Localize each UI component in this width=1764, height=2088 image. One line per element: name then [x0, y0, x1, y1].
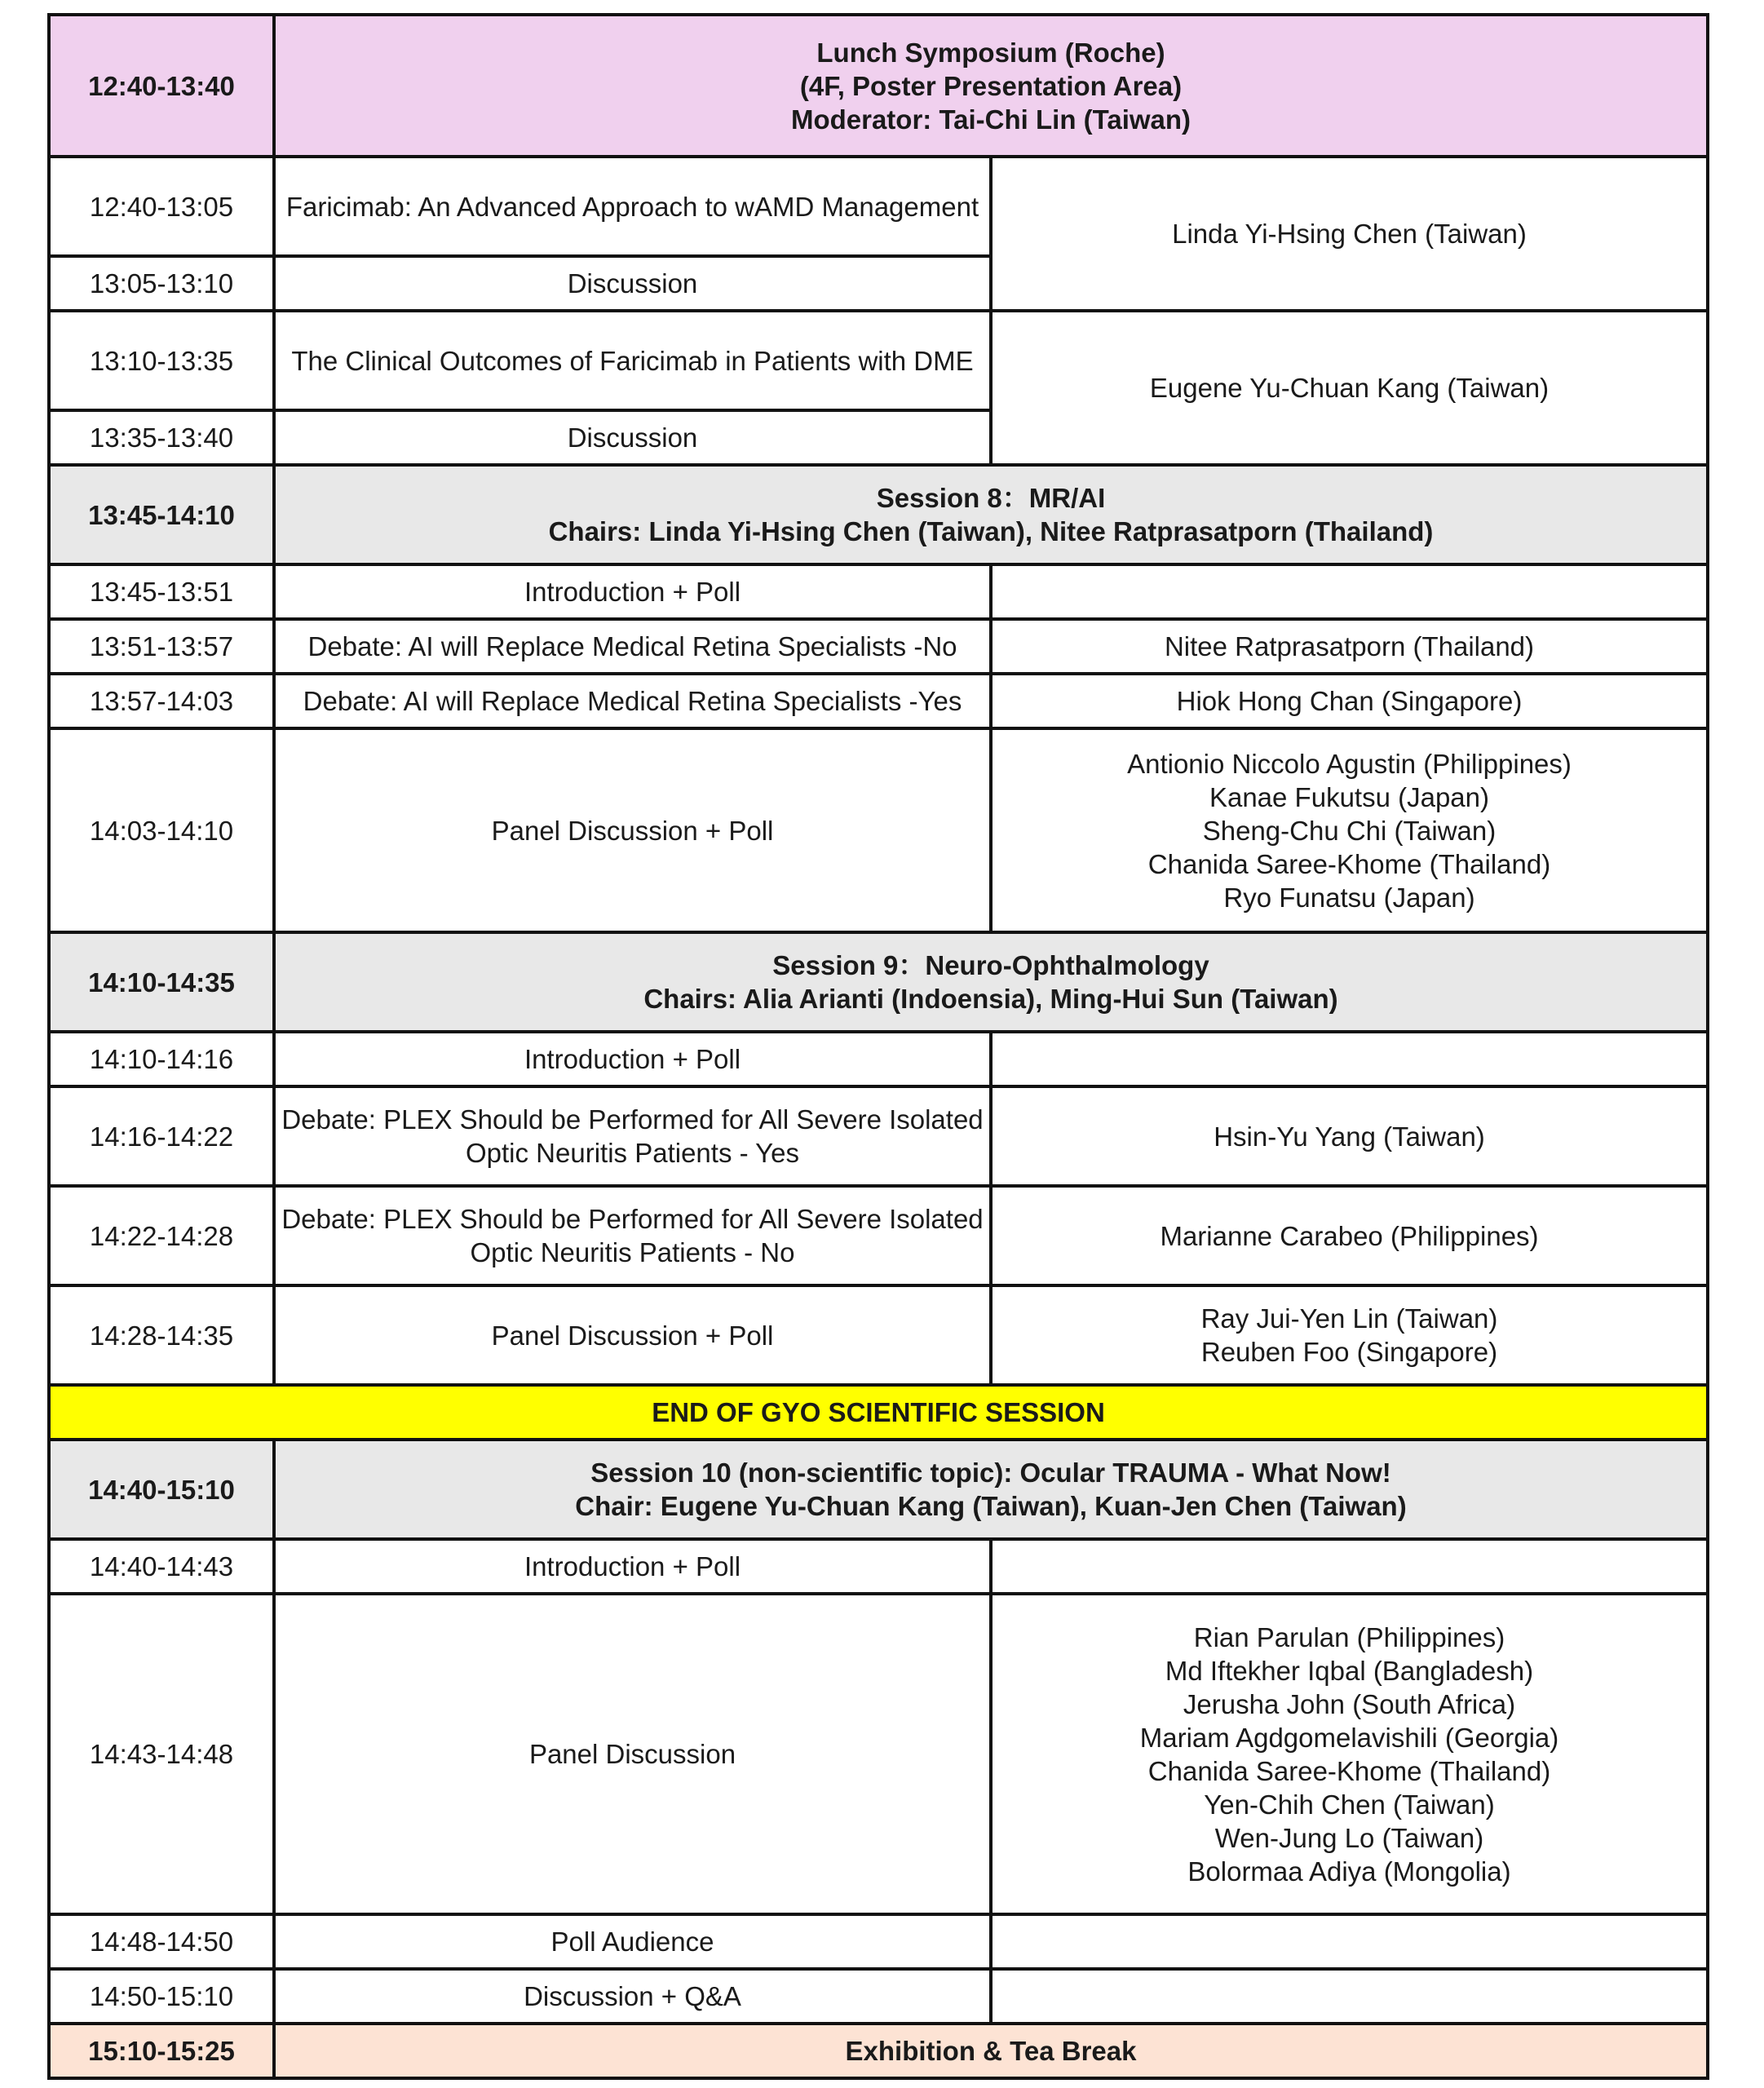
session-time: 14:40-15:10	[49, 1440, 274, 1539]
session-title-line: (4F, Poster Presentation Area)	[799, 70, 1183, 101]
table-row	[49, 1086, 1708, 1186]
time-cell: 14:50-15:10	[49, 1969, 274, 2024]
time-cell: 14:16-14:22	[49, 1086, 274, 1186]
session-title	[274, 465, 1708, 564]
panelist: Chanida Saree-Khome (Thailand)	[1147, 848, 1551, 879]
panelist: Bolormaa Adiya (Mongolia)	[1187, 1856, 1511, 1887]
topic-cell: Panel Discussion + Poll	[274, 1285, 991, 1385]
session-header-row	[49, 932, 1708, 1032]
topic-cell: Debate: AI will Replace Medical Retina Specialists -Yes	[274, 674, 991, 728]
table-row	[49, 311, 1708, 410]
topic-cell: Poll Audience	[274, 1914, 991, 1969]
speaker-cell	[991, 1969, 1708, 2024]
moderator-line: Moderator: Tai-Chi Lin (Taiwan)	[790, 104, 1191, 135]
chairs-line: Chair: Eugene Yu-Chuan Kang (Taiwan), Kuan-Jen Chen (Taiwan)	[575, 1491, 1407, 1521]
table-row	[49, 1186, 1708, 1285]
topic-line: Debate: PLEX Should be Performed for All Severe Isolated	[281, 1204, 984, 1234]
time-cell: 14:28-14:35	[49, 1285, 274, 1385]
time-cell: 13:05-13:10	[49, 256, 274, 311]
table-row	[49, 1539, 1708, 1594]
speaker-cell: Hiok Hong Chan (Singapore)	[991, 674, 1708, 728]
table-row	[49, 1285, 1708, 1385]
topic-cell: Introduction + Poll	[274, 564, 991, 619]
topic-cell	[274, 1186, 991, 1285]
time-cell: 13:35-13:40	[49, 410, 274, 465]
speaker-cell: Hsin-Yu Yang (Taiwan)	[991, 1086, 1708, 1186]
session-time: 14:10-14:35	[49, 932, 274, 1032]
panelist: Antionio Niccolo Agustin (Philippines)	[1127, 748, 1572, 779]
session-time: 15:10-15:25	[49, 2024, 274, 2078]
topic-line: Debate: PLEX Should be Performed for All Severe Isolated	[281, 1104, 984, 1135]
table-row	[49, 1914, 1708, 1969]
session-header-row	[49, 465, 1708, 564]
time-cell: 14:10-14:16	[49, 1032, 274, 1086]
speaker-cell	[991, 564, 1708, 619]
time-cell: 13:57-14:03	[49, 674, 274, 728]
time-cell: 13:10-13:35	[49, 311, 274, 410]
tea-break-row	[49, 2024, 1708, 2078]
topic-cell: Faricimab: An Advanced Approach to wAMD Management	[274, 157, 991, 256]
speaker-cell	[991, 1285, 1708, 1385]
topic-cell: Discussion	[274, 256, 991, 311]
end-banner-row	[49, 1385, 1708, 1440]
speaker-cell	[991, 1914, 1708, 1969]
session-title	[274, 1440, 1708, 1539]
table-row	[49, 157, 1708, 256]
table-row	[49, 619, 1708, 674]
topic-line: Optic Neuritis Patients - No	[470, 1237, 795, 1267]
panelist: Md Iftekher Iqbal (Bangladesh)	[1165, 1655, 1534, 1686]
session-title-line: Session 9：Neuro-Ophthalmology	[772, 950, 1209, 980]
time-cell: 14:40-14:43	[49, 1539, 274, 1594]
topic-cell: Panel Discussion	[274, 1594, 991, 1914]
chairs-line: Chairs: Alia Arianti (Indoensia), Ming-Hui Sun (Taiwan)	[643, 984, 1338, 1014]
speaker-cell: Linda Yi-Hsing Chen (Taiwan)	[991, 157, 1708, 311]
schedule-page	[47, 13, 1706, 2080]
topic-line: Optic Neuritis Patients - Yes	[465, 1138, 800, 1168]
time-cell: 14:22-14:28	[49, 1186, 274, 1285]
speaker-cell: Eugene Yu-Chuan Kang (Taiwan)	[991, 311, 1708, 465]
panelist: Chanida Saree-Khome (Thailand)	[1147, 1755, 1551, 1786]
time-cell: 14:43-14:48	[49, 1594, 274, 1914]
speaker-cell	[991, 1539, 1708, 1594]
end-banner: END OF GYO SCIENTIFIC SESSION	[49, 1385, 1708, 1440]
session-time: 13:45-14:10	[49, 465, 274, 564]
topic-cell: The Clinical Outcomes of Faricimab in Patients with DME	[274, 311, 991, 410]
tea-break-title: Exhibition & Tea Break	[274, 2024, 1708, 2078]
session-title-line: Lunch Symposium (Roche)	[816, 37, 1165, 68]
table-row	[49, 564, 1708, 619]
session-title-line: Session 10 (non-scientific topic): Ocular TRAUMA - What Now!	[590, 1458, 1391, 1488]
time-cell: 14:48-14:50	[49, 1914, 274, 1969]
panelist: Ray Jui-Yen Lin (Taiwan)	[1200, 1303, 1498, 1334]
time-cell: 13:45-13:51	[49, 564, 274, 619]
table-row	[49, 1969, 1708, 2024]
chairs-line: Chairs: Linda Yi-Hsing Chen (Taiwan), Nitee Ratprasatporn (Thailand)	[548, 516, 1434, 546]
session-header-row	[49, 1440, 1708, 1539]
time-cell: 14:03-14:10	[49, 728, 274, 932]
topic-cell: Discussion + Q&A	[274, 1969, 991, 2024]
panelist: Kanae Fukutsu (Japan)	[1209, 781, 1490, 812]
topic-cell: Debate: AI will Replace Medical Retina Specialists -No	[274, 619, 991, 674]
panelist: Sheng-Chu Chi (Taiwan)	[1202, 815, 1497, 846]
time-cell: 13:51-13:57	[49, 619, 274, 674]
table-row	[49, 674, 1708, 728]
panelist: Yen-Chih Chen (Taiwan)	[1204, 1789, 1495, 1820]
topic-cell: Introduction + Poll	[274, 1032, 991, 1086]
session-title	[274, 15, 1708, 157]
speaker-cell	[991, 1032, 1708, 1086]
topic-cell: Introduction + Poll	[274, 1539, 991, 1594]
session-time: 12:40-13:40	[49, 15, 274, 157]
panelist: Mariam Agdgomelavishili (Georgia)	[1139, 1722, 1559, 1753]
session-title	[274, 932, 1708, 1032]
panelist: Reuben Foo (Singapore)	[1200, 1337, 1498, 1367]
panelist: Rian Parulan (Philippines)	[1193, 1621, 1505, 1652]
panelist: Ryo Funatsu (Japan)	[1223, 882, 1475, 913]
time-cell: 12:40-13:05	[49, 157, 274, 256]
table-row	[49, 1032, 1708, 1086]
table-row	[49, 728, 1708, 932]
speaker-cell	[991, 1594, 1708, 1914]
topic-cell	[274, 1086, 991, 1186]
schedule-table	[47, 13, 1709, 2080]
session-title-line: Session 8：MR/AI	[876, 483, 1106, 513]
topic-cell: Discussion	[274, 410, 991, 465]
panelist: Jerusha John (South Africa)	[1183, 1688, 1516, 1719]
table-row	[49, 1594, 1708, 1914]
speaker-cell: Marianne Carabeo (Philippines)	[991, 1186, 1708, 1285]
panelist: Wen-Jung Lo (Taiwan)	[1214, 1822, 1484, 1853]
topic-cell: Panel Discussion + Poll	[274, 728, 991, 932]
session-header-row	[49, 15, 1708, 157]
speaker-cell	[991, 728, 1708, 932]
speaker-cell: Nitee Ratprasatporn (Thailand)	[991, 619, 1708, 674]
